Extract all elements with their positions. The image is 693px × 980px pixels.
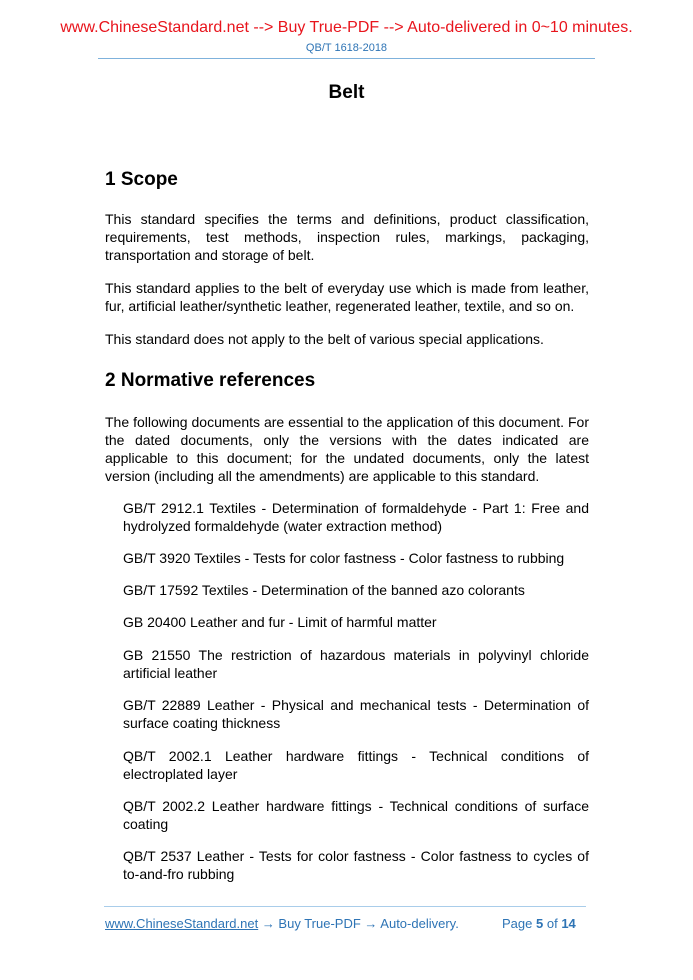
footer-link[interactable]: www.ChineseStandard.net xyxy=(105,916,259,931)
reference-item: QB/T 2002.2 Leather hardware fittings - Technical conditions of surface coating xyxy=(123,798,589,832)
page-of: of xyxy=(546,916,558,931)
promo-banner[interactable]: www.ChineseStandard.net --> Buy True-PDF --> Auto-delivered in 0~10 minutes. xyxy=(60,19,633,36)
reference-item: GB/T 22889 Leather - Physical and mechanical tests - Determination of surface coating thickness xyxy=(123,697,589,731)
reference-item: GB/T 2912.1 Textiles - Determination of formaldehyde - Part 1: Free and hydrolyzed formaldehyde (water extraction method) xyxy=(123,500,589,534)
page-current: 5 xyxy=(536,916,544,931)
section-heading-normative-references: 2 Normative references xyxy=(105,370,316,391)
paragraph: This standard applies to the belt of everyday use which is made from leather, fur, artificial leather/synthetic leather, regenerated leather, textile, and so on. xyxy=(105,280,589,314)
page-total: 14 xyxy=(561,916,576,931)
header-divider xyxy=(98,58,595,59)
paragraph: The following documents are essential to the application of this document. For the dated documents, only the versions with the dates indicated are applicable to this document; for the undated documents, only the latest version (including all the amendments) are applicable to this standard. xyxy=(105,414,589,484)
footer-text: → Buy True-PDF → Auto-delivery. xyxy=(258,916,459,931)
reference-item: GB/T 17592 Textiles - Determination of the banned azo colorants xyxy=(123,582,525,598)
reference-item: GB/T 3920 Textiles - Tests for color fastness - Color fastness to rubbing xyxy=(123,550,565,566)
page-label: Page xyxy=(502,916,533,931)
reference-item: GB 20400 Leather and fur - Limit of harmful matter xyxy=(123,614,437,630)
paragraph: This standard specifies the terms and definitions, product classification, requirements, test methods, inspection rules, markings, packaging, transportation and storage of belt. xyxy=(105,211,589,263)
footer-divider xyxy=(104,906,586,907)
reference-item: GB 21550 The restriction of hazardous materials in polyvinyl chloride artificial leather xyxy=(123,647,589,681)
paragraph: This standard does not apply to the belt of various special applications. xyxy=(105,331,544,347)
footer-promo xyxy=(105,916,459,931)
reference-item: QB/T 2537 Leather - Tests for color fastness - Color fastness to cycles of to-and-fro rubbing xyxy=(123,848,589,882)
page-indicator xyxy=(502,916,576,931)
document-title: Belt xyxy=(328,82,365,103)
section-heading-scope: 1 Scope xyxy=(105,169,178,190)
reference-item: QB/T 2002.1 Leather hardware fittings - Technical conditions of electroplated layer xyxy=(123,748,589,782)
standard-code: QB/T 1618-2018 xyxy=(305,42,388,54)
